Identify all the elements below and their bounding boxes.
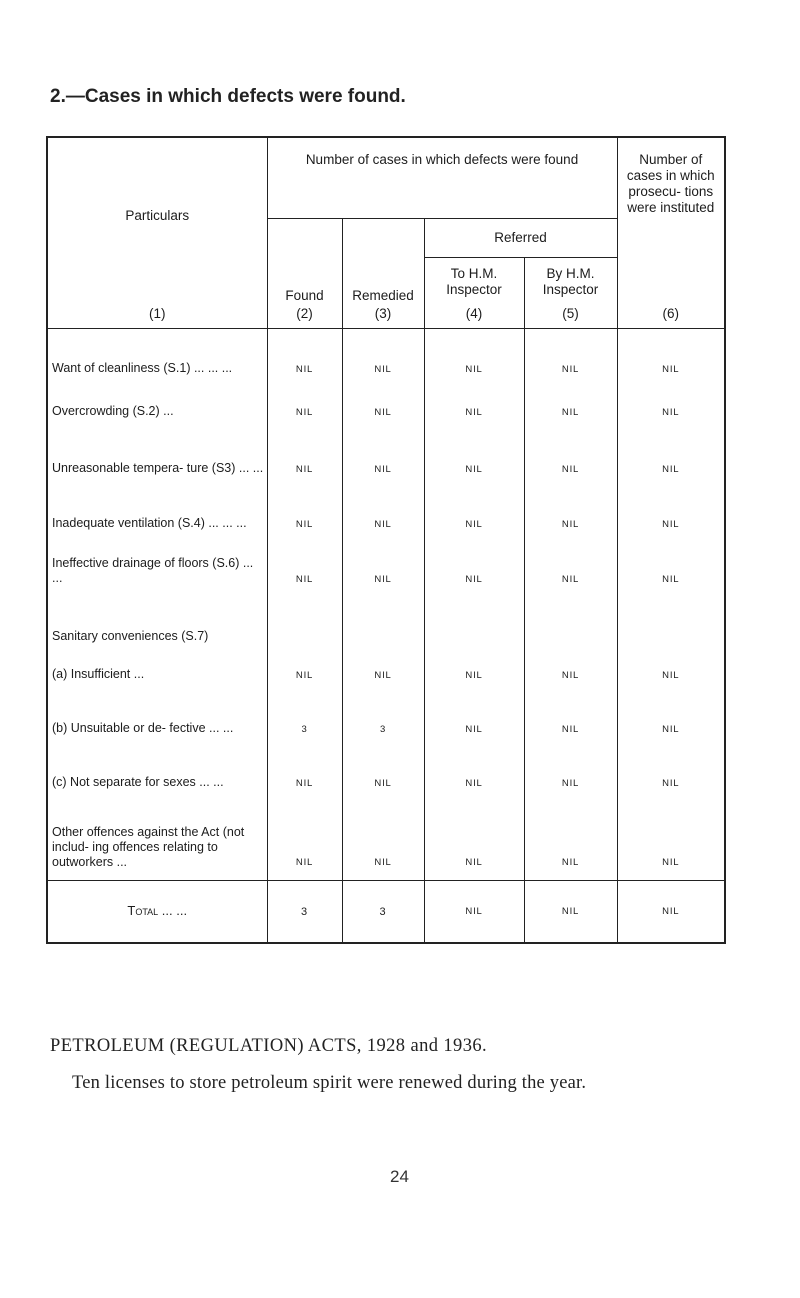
header-particulars: Particulars (1) [47,137,267,329]
total-to-hm: NIL [424,881,524,944]
header-referred: Referred [424,219,617,258]
table-row [47,647,725,685]
remedied-value: NIL [342,379,424,422]
prosecutions-value: NIL [617,647,725,685]
table-row [47,793,725,881]
prosecutions-value: NIL [617,534,725,589]
remedied-value: NIL [342,739,424,793]
to-hm-value: NIL [424,739,524,793]
row-label: Inadequate ventilation (S.4) ... ... ... [47,479,267,534]
by-hm-value: NIL [524,379,617,422]
prosecutions-value [617,589,725,647]
table-row [47,329,725,379]
header-by-hm-inspector: By H.M. Inspector (5) [524,258,617,329]
by-hm-value: NIL [524,739,617,793]
to-hm-value: NIL [424,685,524,739]
header-prosecutions: Number of cases in which prosecu- tions were instituted (6) [617,137,725,329]
to-hm-value: NIL [424,379,524,422]
remedied-value: NIL [342,329,424,379]
table-row [47,534,725,589]
header-found: Found (2) [267,219,342,329]
prosecutions-value: NIL [617,422,725,479]
found-value: NIL [267,739,342,793]
header-cases-found: Number of cases in which defects were found [267,137,617,219]
found-value: NIL [267,329,342,379]
row-label: (b) Unsuitable or de- fective ... ... [47,685,267,739]
total-prosecutions: NIL [617,881,725,944]
by-hm-value: NIL [524,534,617,589]
remedied-value: 3 [342,685,424,739]
to-hm-value [424,589,524,647]
to-hm-value: NIL [424,534,524,589]
row-label: Want of cleanliness (S.1) ... ... ... [47,329,267,379]
found-value: NIL [267,793,342,881]
to-hm-value: NIL [424,479,524,534]
prosecutions-value: NIL [617,685,725,739]
row-label: Other offences against the Act (not includ- ing offences relating to outworkers ... [47,793,267,881]
remedied-value [342,589,424,647]
table-row [47,379,725,422]
found-value: NIL [267,379,342,422]
found-value: 3 [267,685,342,739]
by-hm-value: NIL [524,685,617,739]
table-row [47,589,725,647]
total-remedied: 3 [342,881,424,944]
by-hm-value: NIL [524,479,617,534]
found-value: NIL [267,534,342,589]
prosecutions-value: NIL [617,793,725,881]
header-to-hm-inspector: To H.M. Inspector (4) [424,258,524,329]
remedied-value: NIL [342,647,424,685]
remedied-value: NIL [342,793,424,881]
petroleum-text: Ten licenses to store petroleum spirit were renewed during the year. [72,1073,587,1093]
found-value [267,589,342,647]
table-row [47,685,725,739]
total-row [47,881,725,944]
row-label: Overcrowding (S.2) ... [47,379,267,422]
by-hm-value: NIL [524,793,617,881]
page-number: 24 [390,1167,409,1186]
found-value: NIL [267,422,342,479]
by-hm-value [524,589,617,647]
table-row [47,422,725,479]
petroleum-heading: PETROLEUM (REGULATION) ACTS, 1928 and 1936. [50,1036,488,1056]
by-hm-value: NIL [524,422,617,479]
prosecutions-value: NIL [617,329,725,379]
remedied-value: NIL [342,422,424,479]
to-hm-value: NIL [424,647,524,685]
remedied-value: NIL [342,479,424,534]
row-label: (c) Not separate for sexes ... ... [47,739,267,793]
found-value: NIL [267,479,342,534]
header-remedied: Remedied (3) [342,219,424,329]
to-hm-value: NIL [424,329,524,379]
table-row [47,739,725,793]
by-hm-value: NIL [524,329,617,379]
row-label: Unreasonable tempera- ture (S3) ... ... [47,422,267,479]
found-value: NIL [267,647,342,685]
prosecutions-value: NIL [617,379,725,422]
total-found: 3 [267,881,342,944]
row-label: Ineffective drainage of floors (S.6) ... ... [47,534,267,589]
row-label: Sanitary conveniences (S.7) [47,589,267,647]
total-by-hm: NIL [524,881,617,944]
by-hm-value: NIL [524,647,617,685]
remedied-value: NIL [342,534,424,589]
prosecutions-value: NIL [617,739,725,793]
to-hm-value: NIL [424,422,524,479]
total-label: Total ... ... [47,881,267,944]
defects-table [46,136,726,944]
row-label: (a) Insufficient ... [47,647,267,685]
prosecutions-value: NIL [617,479,725,534]
to-hm-value: NIL [424,793,524,881]
table-row [47,479,725,534]
section-heading: 2.—Cases in which defects were found. [50,86,406,107]
